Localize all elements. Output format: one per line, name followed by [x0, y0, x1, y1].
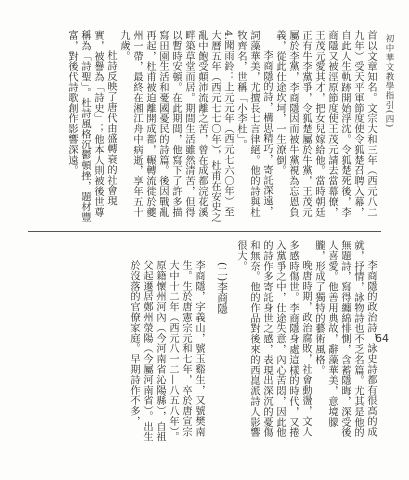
paragraph-bottom-mid: 晚唐時期，政治腐敗，社會動盪，文人多感時傷世。李商隱身處這樣的時代，又捲入黨爭之中，仕途失意，內心苦悶，因此他的詩作多寄託身世之感，表現出深沉的憂傷和無奈。他的作品對後來的西崑派詩人影響很大。 [235, 240, 311, 438]
running-head: 初中華文教學指引(四) [384, 34, 394, 129]
paragraph-style: 李商隱的詩，構思精巧，寄託深遠，詞藻華美，尤擅長七言律絕。他的詩與杜牧齊名，世稱「小李杜」。 [235, 30, 272, 218]
entry-4-title: 聞雨鈴： [222, 40, 233, 82]
entry-4 [117, 30, 234, 226]
entry-4-text: 上元元年（西元七六〇年）至大曆五年（西元七七〇年），杜甫在安史之亂中飽受顛沛流離之苦，曾在成都浣花溪畔築草堂而居。期間生活雖然清苦，但得以暫時安頓。在此期間，他寫下了許多描寫田園生活和憂國憂民的詩篇。後因戰亂再起，杜甫被迫離開成都，輾轉流徙於夔州一帶，最終在湘江舟中病逝，享年五十九歲。 [118, 30, 233, 223]
paragraph-summary: 杜詩反映了唐代由盛轉衰的社會現實，被譽為「詩史」；他本人則被後世尊稱為「詩聖」。杜詩風格沉鬱頓挫，題材豐富，對後代詩歌創作影響深遠。 [66, 30, 116, 223]
paragraph-intro-continued: 首以文章知名。文宗大和三年（西元八二九年）受天平軍節度使令狐楚召聘入幕，自此人生軌跡開始浮沈。令狐楚死後，李商隱又被涇原節度使王茂元請去當幕僚，王茂元愛其才，把女兒嫁給他。當時朝廷正有牛李黨爭，令狐楚屬於牛黨，王茂元屬於李黨，李商隱因而被牛黨視為忘恩負義，從此仕途坎坷，一生潦倒。 [274, 30, 376, 218]
text-block-top [65, 30, 377, 226]
paragraph-bottom-top: 李商隱的政治詩，詠史詩都有很高的成就，抒情，詠物詩也不乏名篇。尤其是他的無題詩，寫得纏綿悱惻，含蓄隱晦，深受後人喜愛。他善用典故，辭藻華美，意境朦朧，形成了獨特的藝術風格。 [313, 240, 376, 438]
bio-name: 李商隱，字義山，號玉谿生，又號樊南生。 [180, 260, 204, 437]
section-heading: (二)李商隱 [216, 262, 228, 314]
bio-text: 生於唐憲宗元和七年，卒於唐宣宗大中十二年（西元八一二—八五八年）。原籍懷州河內（今河南省沁陽縣），自祖父起遷居鄭州滎陽（今屬河南省）。出生於沒落的官僚家庭。早期詩作不多， [128, 260, 191, 443]
biography [127, 240, 205, 446]
page-number: 64 [375, 332, 389, 345]
text-block-bottom [127, 240, 377, 446]
section-divider [28, 231, 381, 232]
entry-4-number: 4. [222, 30, 233, 41]
